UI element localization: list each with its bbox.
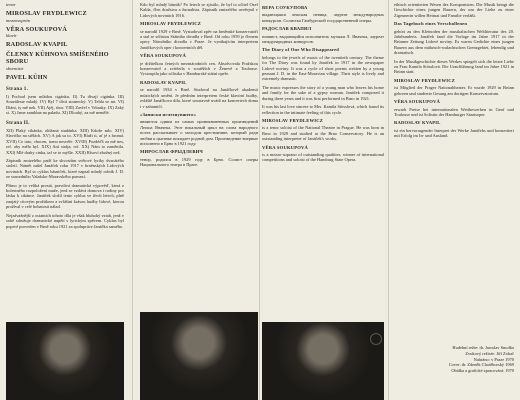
artist-heading: VĚRA SOUKUPOVÁ <box>262 144 309 150</box>
column-german <box>394 2 514 142</box>
conductor-label: sbormistr <box>6 65 24 71</box>
production-credits <box>394 345 514 374</box>
body-paragraph: Přímo je to veliká prostá, pravdivá dramatická výpověď, která z bolestného rozpoložení muže, jenž se vzdává domova i rodiny pro lásku k cikánce. Janáček složil tento cyklus ve třech letech, plně zaujatý citovým prožitkem a zvláštní krásou hudby lidové, kterou prožíval v celé bohatosti nálad. <box>6 182 124 210</box>
german-paragraph: In der Musikgeschichte dieses Werkes spiegelt sich die letzte Liebe zu Frau Kamila Stösslová. Die Uraufführung fand im Jahre 1921 in Brünn statt. <box>394 58 514 75</box>
artist-bio: выдающаяся чешская певица, лауреат международных конкурсов. Солистка Гамбургской государственной оперы. <box>262 12 384 23</box>
artist-heading: ВЕРА СОУКУПОВА <box>262 5 308 10</box>
mezzo-photo <box>140 312 258 400</box>
piano-name: RADOSLAV KVAPIL <box>6 41 68 49</box>
credit-line: Obálka a grafické zpracování: 1970 <box>451 368 514 374</box>
intro-paragraph: Kdo byl mladý básník? Po letech se zjistilo, že byl to učitel Ozef Kalda, člen družstva a žurnalista. Zápisník zmizelého uveřejnil v Lidových novinách 1916. <box>140 2 258 18</box>
side-2-tracklist: XII) Plaký cikánka, ohlázná studánka. XIII) Kdože mlo. XIV) Slavičko na stělách. XV) A jak sa to. XVI) Blaži ti, ať jé z hromá. XVII) Co tuto, chocen, tomu nesvéře. XVIII) Pozdéďš za mě nes, ref. aby měla hyl. XIX) Aní strája, ref. XX) Nám to zaměnila. XXI) Mlé drahy cinka, taf se to mýšle. XXII) Rfsoví zbožný než. <box>6 128 124 155</box>
column-russian-english <box>262 2 384 166</box>
artist-bio: is a tenor soloist of the National Theatre in Prague. He was born in Brno in 1929 and studied at the Brno Conservatory. He is an outstanding interpreter of Janáček's works. <box>262 125 384 142</box>
german-paragraph: gehört zu den Kleinoden der musikalischen Weltliteratur des 20. Jahrhunderts. Janáček fand die Vorlage im Jahre 1917 in der Brünner Zeitung Lidové noviny. Es waren Gedichte eines jungen Bauern aus dem mährisch-walachischen Grenzgebiet, lebendig und dramatisch. <box>394 28 514 56</box>
artist-heading: MIROSLAV FRYDLEWICZ <box>262 117 324 123</box>
column-divider <box>132 0 133 400</box>
artist-heading: RADOSLAV KVAPIL <box>394 120 441 126</box>
english-paragraph: It was his last love sincere to Mrs. Kamila Stösslová, which found its reflection in the intimate feeling of this cycle. <box>262 104 384 115</box>
artist-heading: MIROSLAV FRYDLEWICZ <box>140 21 202 27</box>
russian-heading: «Записки исчезнувшего» <box>140 111 197 117</box>
credit-line: Hudební režie: dr. Jaroslav Smolka <box>452 345 514 350</box>
conductor-name: PAVEL KÜHN <box>6 73 48 81</box>
english-paragraph: The music expresses the story of a young man who leaves his home and family for the sake of a gypsy woman. Janáček composed it during three years and it was first performed in Brno in 1921. <box>262 84 384 101</box>
artist-bio: ist Mitglied der Prager Nationaltheater. Er wurde 1929 in Brünn geboren und studierte Gesang am dortigen Konservatorium. <box>394 85 514 96</box>
artist-heading: РАДОСЛАВ КВАПИЛ <box>262 26 312 32</box>
column-czech-credits <box>6 2 124 232</box>
column-divider <box>388 0 389 400</box>
label-logo-icon <box>370 333 382 345</box>
tenor-label: tenor <box>6 2 16 7</box>
artist-heading: VĚRA SOUKUPOVÁ <box>394 99 441 105</box>
column-divider <box>259 0 260 400</box>
artist-bio: is a mezzo-soprano of outstanding qualities, winner of international competitions and soloist of the Hamburg State Opera. <box>262 151 384 163</box>
artist-heading: MIROSLAV FRYDLEWICZ <box>394 77 456 83</box>
tenor-name: MIROSLAV FRYDLEWICZ <box>6 10 87 17</box>
artist-bio: erwarb Preise bei internationalen Wettbewerben in Genf und Toulouse und ist Solistin der Hamburger Staatsoper. <box>394 106 514 117</box>
side-2-heading: Strana II. <box>6 120 30 126</box>
german-heading: Das Tagebuch eines Verschollenen <box>394 21 468 27</box>
side-1-tracklist: I) Pochod jsem mládou cigánku. II) Tu dívají cigánka. III) Souzáleste mladý. IV) Byl 7 dívá stranecký. V) Tehla se mi. VI) Diáni, ty mě nek. VII) Ajéj, sbor. VIII) Zavřel v Vrbasky. IX) Zaký si. X) Jsme zamlůna na paladu. XI) Dlouhý, za mě nemělé. <box>6 93 124 116</box>
artist-bio: se narodil 1934 v Brně. Studoval na Janáčkově akademii múzických umění. Je předním interpretem české klavírní hudby, zvláště Janáčkova díla, které soustavně uvádí na koncertech doma i v zahraničí. <box>140 87 258 109</box>
pianist-photo <box>262 322 384 400</box>
credit-line: Nahráno: v Praze 1970 <box>473 356 514 362</box>
credit-line: Cover: dr. Zdeněk Chotěborský 1969 <box>448 362 514 368</box>
body-paragraph: Nejzávažnější z ostatních tohoto díla je však hluboký vztah, jenž v sobě sdružuje dramatické napětí s lyrickým zpěvem. Cyklus byl poprvé proveden v Brně roku 1921 za spolupráce Janáčka samého. <box>6 212 124 229</box>
artist-bio: пианист, выдающийся исполнитель музыки Л. Яначека, лауреат международных конкурсов. <box>262 33 384 45</box>
choir-name: ČLENKY KÜHNOVA SMÍŠENÉHO SBORU <box>6 50 109 66</box>
side-1-heading: Strana 1. <box>6 86 29 92</box>
piano-label: klavír <box>6 33 17 39</box>
credit-line: Zvukový režisér: Jiří Zobač <box>465 350 514 356</box>
mezzo-label: mezzosoprán <box>6 17 30 23</box>
artist-heading: МИРОСЛАВ ФРЫДЛЕВИЧ <box>140 149 203 155</box>
russian-paragraph: являются одним из самых проникновенных произведений Леоша Яначека. Этот вокальный цикл на слова народного поэта рассказывает о молодом крестьянине, который ради любви к цыганке покидает родной дом. Произведение впервые исполнено в Брно в 1921 году. <box>140 119 258 146</box>
body-paragraph: Zápisník zmizelého patří ke skvostům světové lyriky dvacátého století. Námět našel Janáček roku 1917 v brněnských Lidových novinách. Byl to cyklus básniček, které napsal mladý rolník J. D. ze sousedního Valašsko-Moravského pomezí. <box>6 158 124 180</box>
artist-heading: RADOSLAV KVAPIL <box>140 79 187 85</box>
english-paragraph: belongs to the jewels of music of the twentieth century. The theme for The Diary was found by Janáček in 1917 in the newspaper Lidové noviny. It was a cycle of short poems written by a young peasant J. D. in the East-Moravian village. Their style is lively and extremely dramatic. <box>262 54 384 82</box>
mezzo-name: VĚRA SOUKUPOVÁ <box>6 25 68 33</box>
column-czech-russian <box>140 2 258 171</box>
artist-bio: se narodil 1929 v Brně. Vystudoval zpěv na brněnské konzervatoři a stal se sólistou Státního divadla v Brně. Od roku 1959 je členem opery Národního divadla v Praze. Je vynikajícím interpretem Janáčkových oper i koncertních děl. <box>140 28 258 50</box>
artist-heading: VĚRA SOUKUPOVÁ <box>140 53 187 59</box>
artist-bio: ist ein hervorragender Interpret der Werke Janáčeks und konzertiert mit Erfolg im In- und Ausland. <box>394 127 514 139</box>
tenor-photo <box>6 322 124 400</box>
artist-bio: je držitelkou četných mezinárodních cen. Absolvovala Pražskou konzervatoř a zvítězila v soutěžích v Ženevě a Toulouse. Vystoupila jako sólistka v Hamburské státní opeře. <box>140 60 258 77</box>
english-heading: The Diary of One Who Disappeared <box>262 47 340 53</box>
german-paragraph: ethisch orientierten Wesen des Komponisten. Die Musik bringt die Geschichte eines jungen Bauern, der um der Liebe zu einer Zigeunerin willen Heimat und Familie verläßt. <box>394 2 514 18</box>
artist-bio: тенор, родился в 1929 году в Брно. Солист оперы Национального театра в Праге. <box>140 156 258 168</box>
